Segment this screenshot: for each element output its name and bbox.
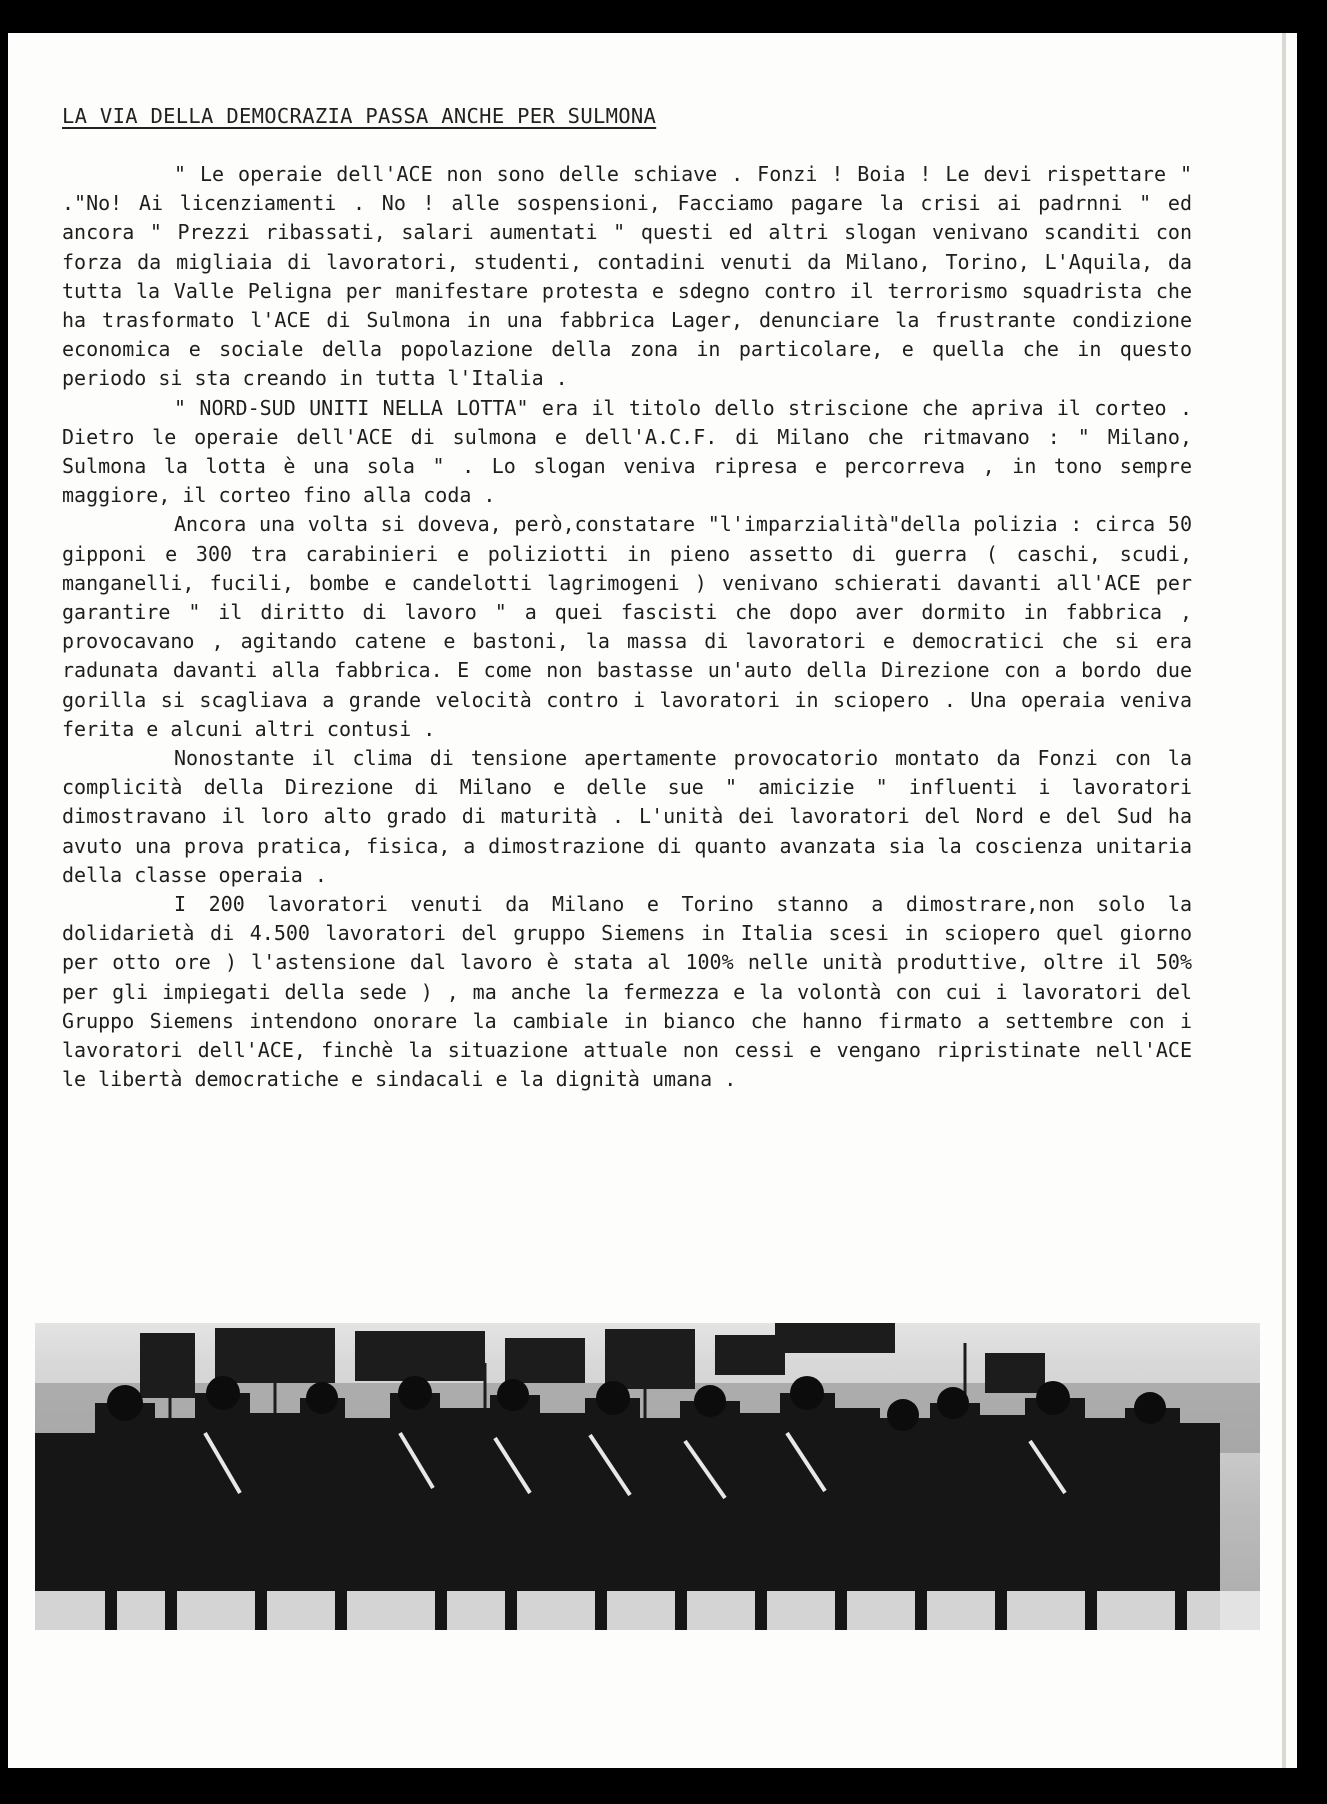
- paragraph-5: I 200 lavoratori venuti da Milano e Torino stanno a dimostrare,non solo la dolidarietà di 4.500 lavoratori del gruppo Siemens in Italia scesi in sciopero quel giorno per otto ore ) l'astensione dal lavoro è stata al 100% nelle unità produttive, oltre il 50% per gli impiegati della sede ) , ma anche la fermezza e la volontà con cui i lavoratori del Gruppo Siemens intendono onorare la cambiale in bianco che hanno firmato a settembre con i lavoratori dell'ACE, finchè la situazione attuale non cessi e vengano ripristinate nell'ACE le libertà democratiche e sindacali e la dignità umana .: [62, 892, 1192, 1092]
- article-title: LA VIA DELLA DEMOCRAZIA PASSA ANCHE PER SULMONA: [62, 104, 657, 128]
- paragraph-3: Ancora una volta si doveva, però,constatare "l'imparzialità"della polizia : circa 50 gipponi e 300 tra carabinieri e poliziotti in pieno assetto di guerra ( caschi, scudi, manganelli, fucili, bombe e candelotti lagrimogeni ) venivano schierati davanti all'ACE per garantire " il diritto di lavoro " a quei fascisti che dopo aver dormito in fabbrica , provocavano , agitando catene e bastoni, la massa di lavoratori e democratici che si era radunata davanti alla fabbrica. E come non bastasse un'auto della Direzione con a bordo due gorilla si scagliava a grande velocità contro i lavoratori in sciopero . Una operaia veniva ferita e alcuni altri contusi .: [62, 512, 1192, 741]
- police-line-illustration: [35, 1323, 1260, 1630]
- paragraph-1: " Le operaie dell'ACE non sono delle schiave . Fonzi ! Boia ! Le devi rispettare " ."No! Ai licenziamenti . No ! alle sospensioni, Facciamo pagare la crisi ai padrnni " ed ancora " Prezzi ribassati, salari aumentati " questi ed altri slogan venivano scanditi con forza da migliaia di lavoratori, studenti, contadini venuti da Milano, Torino, L'Aquila, da tutta la Valle Peligna per manifestare protesta e sdegno contro il terrorismo squadrista che ha trasformato l'ACE di Sulmona in una fabbrica Lager, denunciare la frustrante condizione economica e sociale della popolazione della zona in particolare, e quella che in questo periodo si sta creando in tutta l'Italia .: [62, 162, 1192, 391]
- page-edge: [1282, 33, 1286, 1768]
- paragraph-2: " NORD-SUD UNITI NELLA LOTTA" era il titolo dello striscione che apriva il corteo . Dietro le operaie dell'ACE di sulmona e dell'A.C.F. di Milano che ritmavano : " Milano, Sulmona la lotta è una sola " . Lo slogan veniva ripresa e percorreva , in tono sempre maggiore, il corteo fino alla coda .: [62, 395, 1192, 508]
- article-body: [62, 160, 1192, 1095]
- protest-photo: [35, 1323, 1260, 1630]
- paragraph-4: Nonostante il clima di tensione apertamente provocatorio montato da Fonzi con la complicità della Direzione di Milano e delle sue " amicizie " influenti i lavoratori dimostravano il loro alto grado di maturità . L'unità dei lavoratori del Nord e del Sud ha avuto una prova pratica, fisica, a dimostrazione di quanto avanzata sia la coscienza unitaria della classe operaia .: [62, 746, 1192, 887]
